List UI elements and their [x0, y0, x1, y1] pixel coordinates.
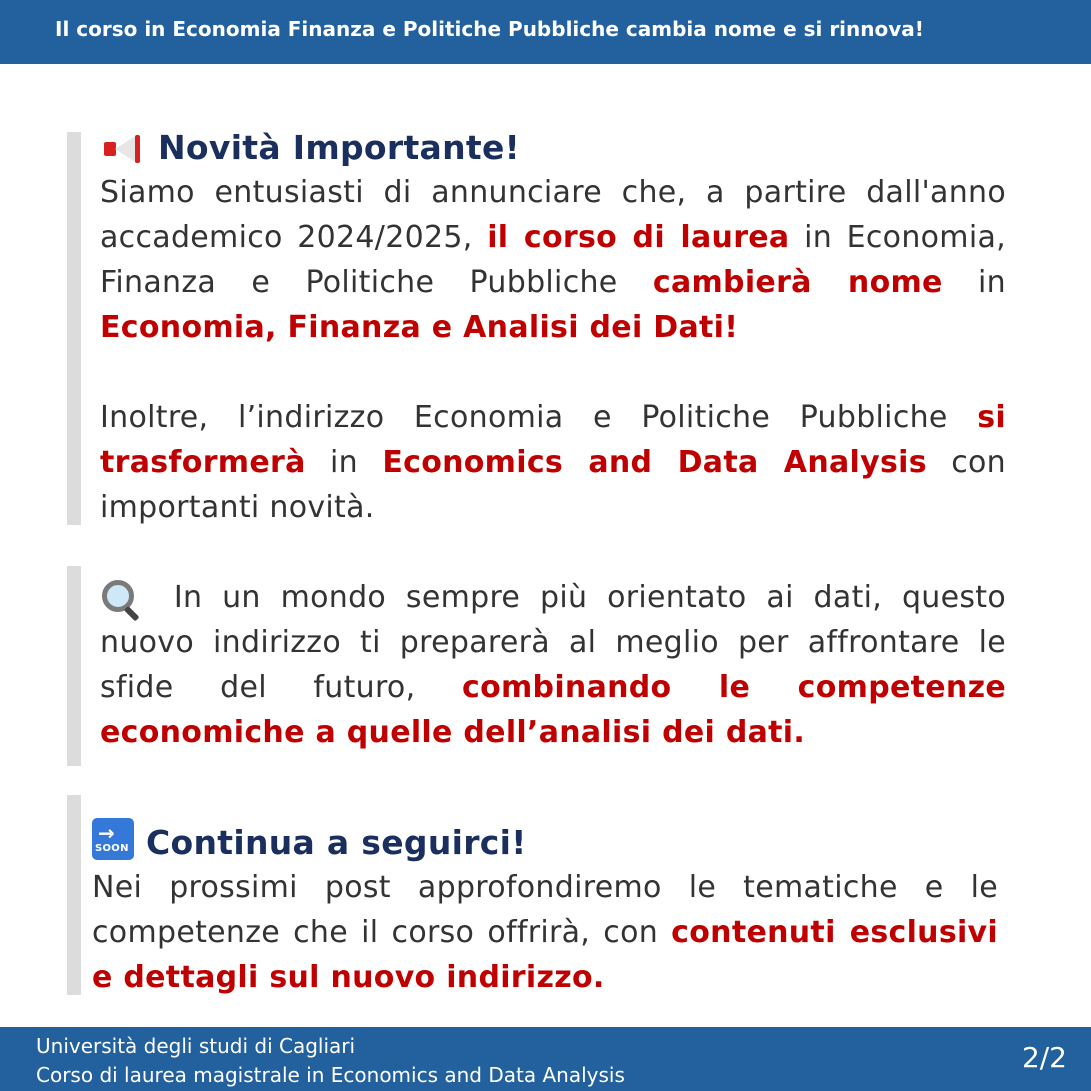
section-novita [100, 125, 1006, 530]
section-bar-dati [67, 566, 81, 766]
soon-arrow-icon: → SOON [92, 818, 134, 860]
text-fragment: con importanti novità. [100, 445, 1006, 525]
header-bar [0, 0, 1091, 64]
footer-university: Università degli studi di Cagliari [36, 1034, 356, 1058]
highlight-text: si trasformerà [100, 400, 1006, 480]
soon-icon-text: SOON [95, 843, 129, 854]
highlight-text: Economics and Data Analysis [382, 445, 927, 480]
heading-novita [100, 125, 1006, 170]
text-fragment: Inoltre, l’indirizzo Economia e Politiche Pubbliche [100, 400, 978, 435]
highlight-text: cambierà nome [652, 265, 943, 300]
footer-bar [0, 1027, 1091, 1091]
highlight-text: contenuti esclusivi e dettagli sul nuovo indirizzo. [92, 915, 998, 995]
heading-continua-text: Continua a seguirci! [146, 823, 527, 862]
text-fragment: Siamo entusiasti di annunciare che, a partire dall'anno accademico 2024/2025, [100, 175, 1006, 255]
highlight-text: combinando le competenze economiche a quelle dell’analisi dei dati. [100, 670, 1006, 750]
highlight-text: il corso di laurea [487, 220, 790, 255]
footer-course: Corso di laurea magistrale in Economics and Data Analysis [36, 1063, 625, 1087]
heading-continua [92, 818, 998, 865]
text-fragment: in [942, 265, 1006, 300]
text-fragment: In un mondo sempre più orientato ai dati, questo nuovo indirizzo ti preparerà al meglio per affrontare le sfide del futuro, [100, 580, 1006, 705]
text-fragment: in Economia, Finanza e Politiche Pubbliche [100, 220, 1006, 300]
heading-novita-text: Novità Importante! [158, 128, 521, 167]
text-fragment: Nei prossimi post approfondiremo le tematiche e le competenze che il corso offrirà, con [92, 870, 998, 950]
paragraph-announcement [100, 175, 1006, 345]
paragraph-spacer [100, 350, 1006, 395]
header-title: Il corso in Economia Finanza e Politiche Pubbliche cambia nome e si rinnova! [55, 17, 924, 41]
paragraph-continua [92, 870, 998, 995]
text-fragment: in [305, 445, 383, 480]
section-bar-novita [67, 132, 81, 525]
megaphone-icon [100, 135, 144, 165]
section-continua [92, 818, 998, 1000]
section-dati [100, 575, 1006, 755]
page-number: 2/2 [1021, 1041, 1067, 1074]
paragraph-indirizzo [100, 400, 1006, 525]
magnifying-glass-icon [100, 579, 142, 619]
section-bar-continua [67, 795, 81, 995]
highlight-text: Economia, Finanza e Analisi dei Dati! [100, 310, 739, 345]
